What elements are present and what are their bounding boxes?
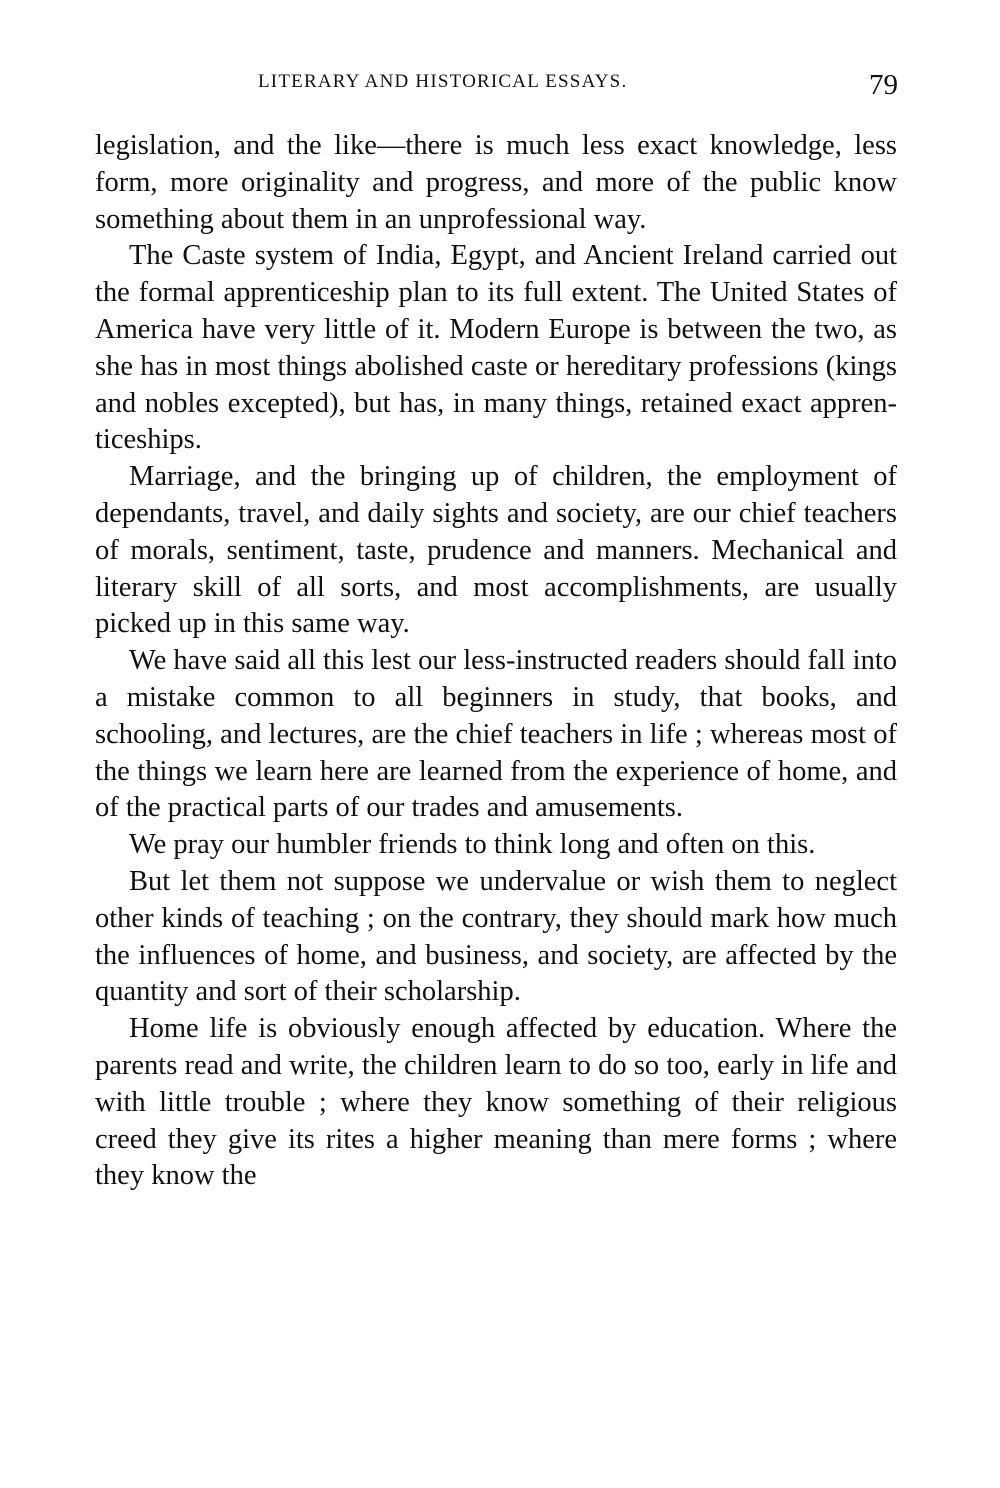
paragraph: We have said all this lest our less-instructed readers should fall into a mistake common to all beginners in study, that books, and schooling, and lectures, are the chief teachers in life ; whereas most of the things we learn here are learned from the experience of home, and of the practical parts of our trades and amusements. [95, 645, 897, 824]
paragraph: We pray our humbler friends to think long and often on this. [129, 829, 816, 861]
paragraph: The Caste system of India, Egypt, and Ancient Ireland carried out the formal apprenticeship plan to its full extent. The United States of America have very little of it. Modern Europe is between the two, as she has in most things abolished caste or hereditary professions (kings and nobles excepted), but has, in many things, retained exact apprenticeships. [95, 240, 897, 456]
paragraph: Home life is obviously enough affected by education. Where the parents read and write, the children learn to do so too, early in life and with little trouble ; where they know something of their religious creed they give its rites a higher meaning than mere forms ; where they know the [95, 1013, 897, 1192]
running-head-title: LITERARY AND HISTORICAL ESSAYS. [258, 71, 628, 92]
body-text [95, 128, 897, 1195]
paragraph: Marriage, and the bringing up of children, the employment of dependants, travel, and daily sights and society, are our chief teachers of morals, sentiment, taste, prudence and manners. Mechanical and literary skill of all sorts, and most accomplishments, are usually picked up in this same way. [95, 461, 897, 640]
page-number: 79 [869, 69, 898, 101]
paragraph: But let them not suppose we undervalue or wish them to neglect other kinds of teaching ; on the contrary, they should mark how much the influences of home, and business, and society, are affected by the quantity and sort of their scholarship. [95, 865, 897, 1008]
paragraph: legislation, and the like—there is much less exact knowledge, less form, more originality and progress, and more of the public know something about them in an unprofessional way. [95, 130, 897, 235]
